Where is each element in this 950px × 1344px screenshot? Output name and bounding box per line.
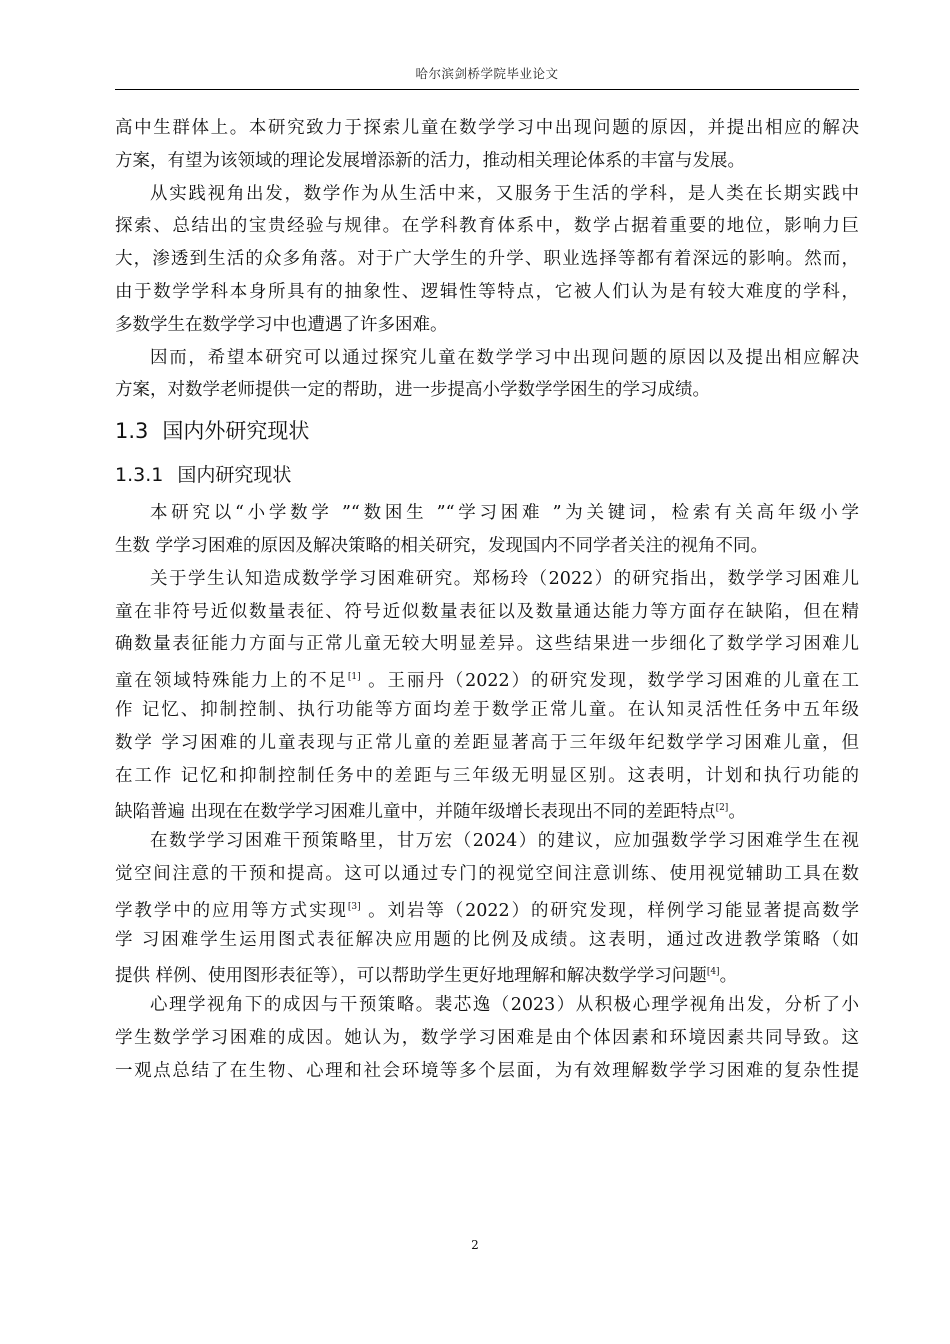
text-line: 高中生群体上。本研究致力于探索儿童在数学学习中出现问题的原因，并提出相应的解决 — [115, 118, 859, 138]
text-line: 童在非符号近似数量表征、符号近似数量表征以及数量通达能力等方面存在缺陷，但在精 — [115, 601, 859, 622]
text-line: 童在领域特殊能力上的不足[1] 。王丽丹（2022）的研究发现，数学学习困难的儿童在工 — [115, 670, 859, 691]
text-line: 生数 学学习困难的原因及解决策略的相关研究，发现国内不同学者关注的视角不同。 — [115, 535, 769, 556]
citation-marker: [2] — [715, 803, 729, 814]
text-line: 一观点总结了在生物、心理和社会环境等多个层面，为有效理解数学学习困难的复杂性提 — [115, 1060, 859, 1081]
text-line: 关于学生认知造成数学学习困难研究。郑杨玲（2022）的研究指出，数学学习困难儿 — [150, 568, 859, 589]
header-divider — [115, 89, 859, 90]
text-line: 方案，有望为该领域的理论发展增添新的活力，推动相关理论体系的丰富与发展。 — [115, 150, 745, 171]
text-line: 数学 学习困难的儿童表现与正常儿童的差距显著高于三年级年纪数学学习困难儿童，但 — [115, 732, 859, 753]
text-line: 觉空间注意的干预和提高。这可以通过专门的视觉空间注意训练、使用视觉辅助工具在数 — [115, 863, 859, 884]
section-heading — [115, 409, 859, 453]
subsection-title: 国内研究现状 — [177, 464, 292, 487]
page-header-title: 哈尔滨剑桥学院毕业论文 — [415, 66, 559, 81]
text-line: 确数量表征能力方面与正常儿童无较大明显差异。这些结果进一步细化了数学学习困难儿 — [115, 634, 859, 655]
page-number: 2 — [471, 1238, 479, 1252]
text-line: 方案，对数学老师提供一定的帮助，进一步提高小学数学学困生的学习成绩。 — [115, 380, 710, 401]
paragraph — [115, 497, 859, 563]
paragraph — [115, 178, 859, 342]
section-number: 1.3 — [115, 419, 149, 444]
text-line: 在工作 记忆和抑制控制任务中的差距与三年级无明显区别。这表明，计划和执行功能的 — [115, 765, 859, 786]
text-line: 缺陷普遍 出现在在数学学习困难儿童中，并随年级增长表现出不同的差距特点[2]。 — [115, 802, 746, 823]
subsection-heading — [115, 455, 859, 495]
paragraph — [115, 563, 859, 825]
text-line: 在数学学习困难干预策略里，甘万宏（2024）的建议，应加强数学学习困难学生在视 — [150, 831, 859, 852]
text-line: 探索、总结出的宝贵经验与规律。在学科教育体系中，数学占据着重要的地位，影响力巨 — [115, 216, 859, 237]
research-status-paragraphs — [115, 497, 859, 1087]
text-line: 大，渗透到生活的众多角落。对于广大学生的升学、职业选择等都有着深远的影响。然而， — [115, 249, 859, 270]
intro-paragraphs — [115, 112, 859, 407]
subsection-number: 1.3.1 — [115, 464, 164, 487]
citation-marker: [3] — [347, 901, 361, 912]
text-line: 多数学生在数学学习中也遭遇了许多困难。 — [115, 314, 448, 335]
text-line: 心理学视角下的成因与干预策略。裴芯逸（2023）从积极心理学视角出发，分析了小 — [150, 995, 859, 1016]
document-body — [115, 112, 859, 1088]
citation-marker: [1] — [347, 672, 361, 683]
paragraph — [115, 825, 859, 989]
text-line: 由于数学学科本身所具有的抽象性、逻辑性等特点，它被人们认为是有较大难度的学科， — [115, 281, 859, 302]
paragraph — [115, 112, 859, 178]
section-title: 国内外研究现状 — [162, 419, 310, 444]
text-line: 因而，希望本研究可以通过探究儿童在数学学习中出现问题的原因以及提出相应解决 — [150, 347, 859, 368]
text-line: 提供 样例、使用图形表征等），可以帮助学生更好地理解和解决数学学习问题[4]。 — [115, 966, 738, 987]
paragraph — [115, 989, 859, 1087]
text-line: 作 记忆、抑制控制、执行功能等方面均差于数学正常儿童。在认知灵活性任务中五年级 — [115, 699, 859, 720]
text-line: 从实践视角出发，数学作为从生活中来，又服务于生活的学科，是人类在长期实践中 — [150, 183, 859, 204]
text-line: 学 习困难学生运用图式表征解决应用题的比例及成绩。这表明，通过改进教学策略（如 — [115, 929, 859, 950]
paragraph — [115, 342, 859, 408]
text-line: 学生数学学习困难的成因。她认为，数学学习困难是由个体因素和环境因素共同导致。这 — [115, 1027, 859, 1048]
text-line: 本研究以“小学数学 ”“数困生 ”“学习困难 ”为关键词，检索有关高年级小学 — [150, 503, 859, 524]
citation-marker: [4] — [706, 967, 720, 978]
text-line: 学教学中的应用等方式实现[3] 。刘岩等（2022）的研究发现，样例学习能显著提高数学 — [115, 900, 859, 921]
